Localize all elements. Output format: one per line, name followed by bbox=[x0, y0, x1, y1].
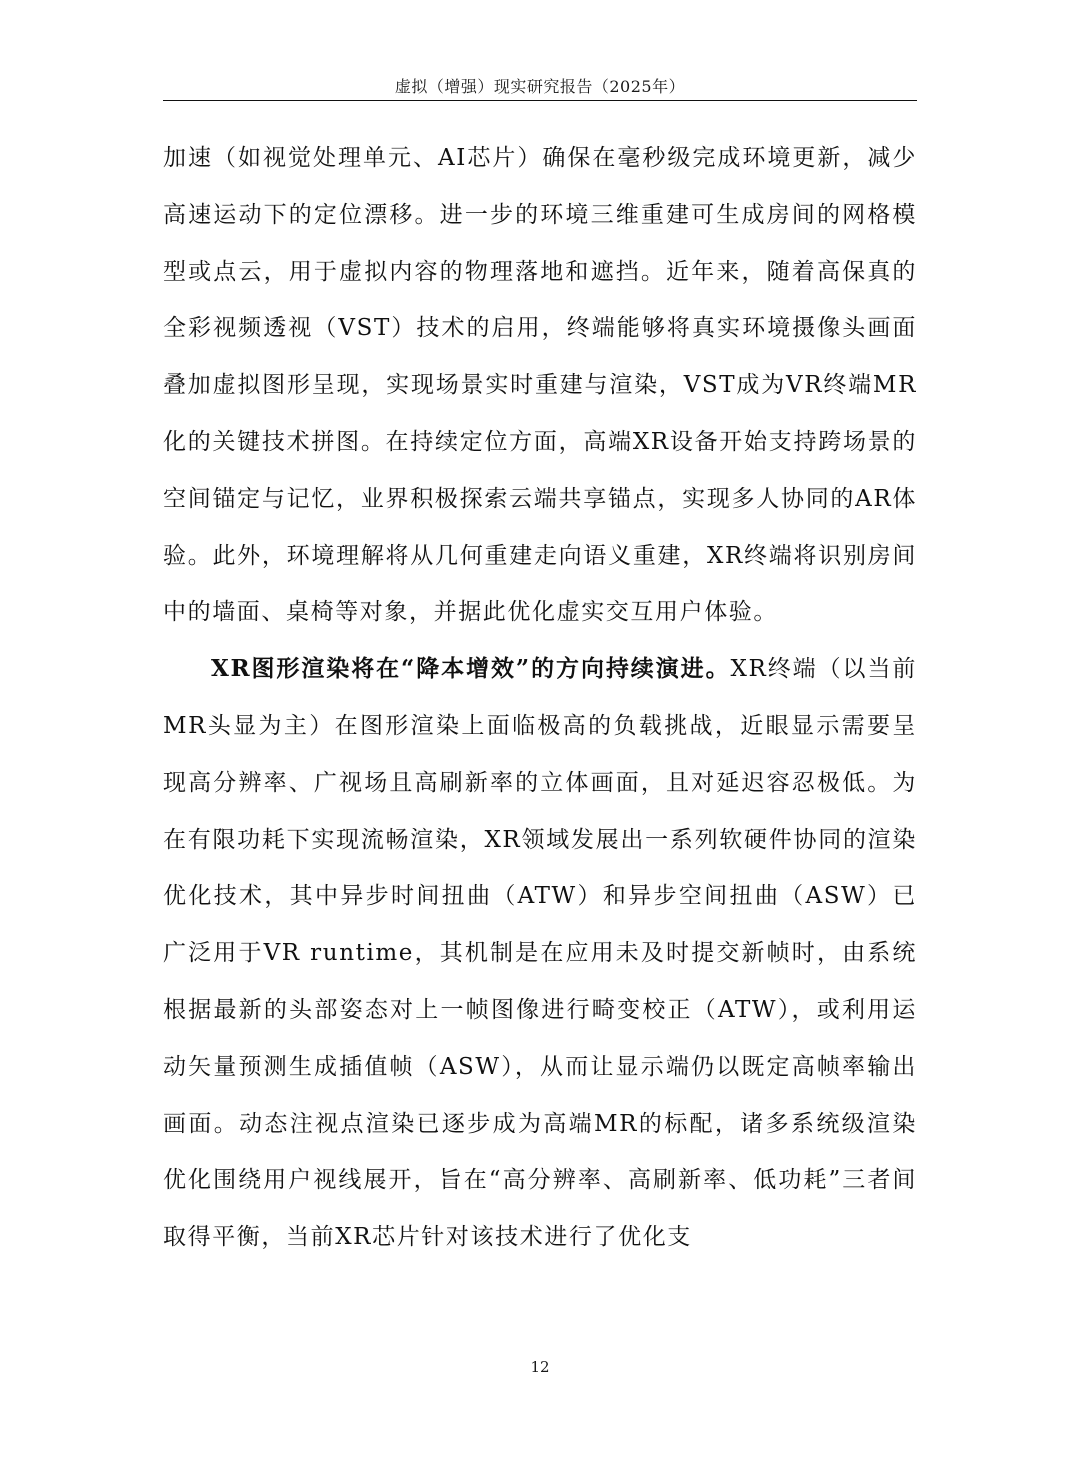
paragraph-lead-sentence: XR图形渲染将在“降本增效”的方向持续演进。 bbox=[211, 655, 731, 683]
paragraph-text: XR终端（以当前MR头显为主）在图形渲染上面临极高的负载挑战，近眼显示需要呈现高分辨率、广视场且高刷新率的立体画面，且对延迟容忍极低。为在有限功耗下实现流畅渲染，XR领域发展出一系列软硬件协同的渲染优化技术，其中异步时间扭曲（ATW）和异步空间扭曲（ASW）已广泛用于VR runtime，其机制是在应用未及时提交新帧时，由系统根据最新的头部姿态对上一帧图像进行畸变校正（ATW），或利用运动矢量预测生成插值帧（ASW），从而让显示端仍以既定高帧率输出画面。动态注视点渲染已逐步成为高端MR的标配，诸多系统级渲染优化围绕用户视线展开，旨在“高分辨率、高刷新率、低功耗”三者间取得平衡，当前XR芯片针对该技术进行了优化支 bbox=[163, 656, 917, 1251]
running-header: 虚拟（增强）现实研究报告（2025年） bbox=[394, 77, 686, 96]
paragraph-continued bbox=[163, 130, 917, 641]
header-divider bbox=[163, 100, 917, 101]
paragraph-rendering bbox=[163, 641, 917, 1266]
body-text bbox=[163, 130, 917, 1330]
paragraph-text: 加速（如视觉处理单元、AI芯片）确保在毫秒级完成环境更新，减少高速运动下的定位漂移。进一步的环境三维重建可生成房间的网格模型或点云，用于虚拟内容的物理落地和遮挡。近年来，随着高保真的全彩视频透视（VST）技术的启用，终端能够将真实环境摄像头画面叠加虚拟图形呈现，实现场景实时重建与渲染，VST成为VR终端MR化的关键技术拼图。在持续定位方面，高端XR设备开始支持跨场景的空间锚定与记忆，业界积极探索云端共享锚点，实现多人协同的AR体验。此外，环境理解将从几何重建走向语义重建，XR终端将识别房间中的墙面、桌椅等对象，并据此优化虚实交互用户体验。 bbox=[163, 145, 917, 626]
page-number: 12 bbox=[530, 1358, 550, 1376]
